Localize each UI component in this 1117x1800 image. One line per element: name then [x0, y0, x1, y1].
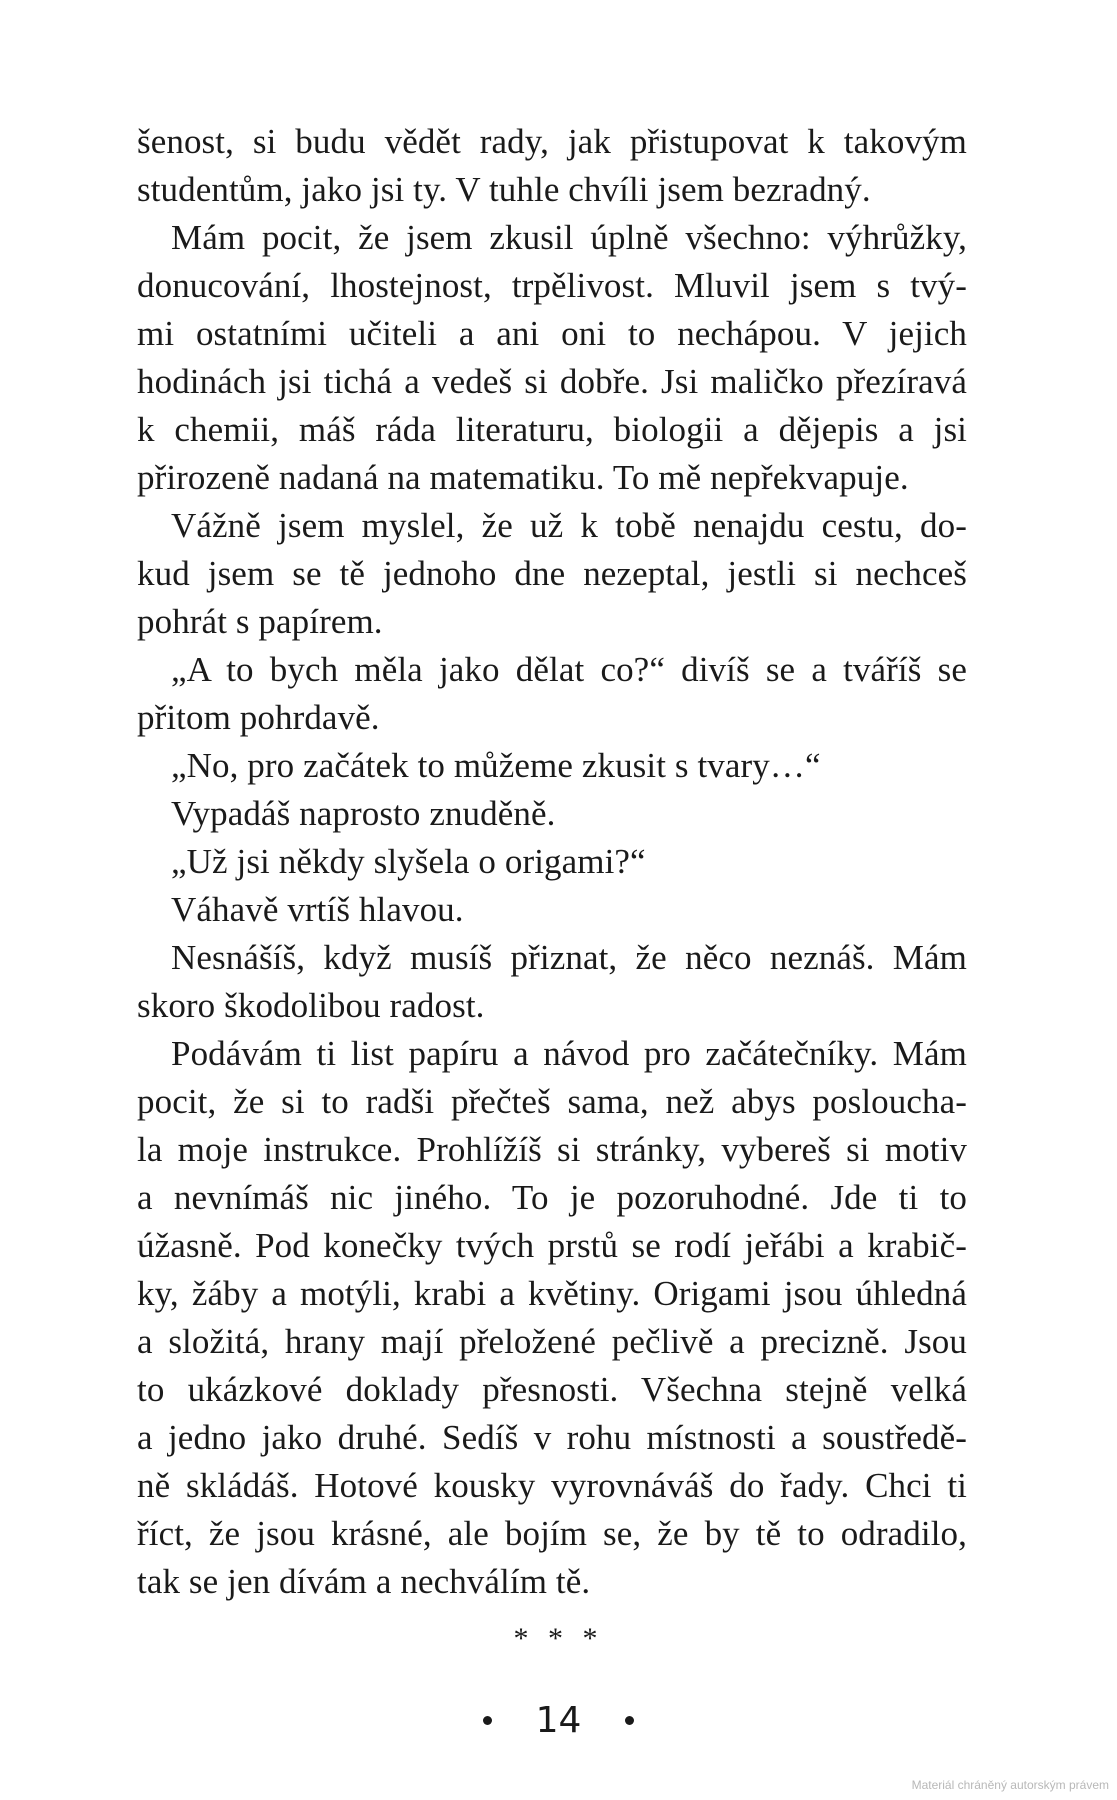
text-line: a složitá, hrany mají přeložené pečlivě a precizně. Jsou — [137, 1322, 967, 1361]
copyright-watermark: Materiál chráněný autorským právem — [911, 1778, 1109, 1792]
text-line: to ukázkové doklady přesnosti. Všechna stejně velká — [137, 1370, 967, 1409]
footer-dot-left — [483, 1716, 492, 1725]
text-line: pocit, že si to radši přečteš sama, než abys posloucha- — [137, 1082, 967, 1121]
text-line: studentům, jako jsi ty. V tuhle chvíli jsem bezradný. — [137, 170, 871, 209]
footer-dot-right — [625, 1716, 634, 1725]
text-line: úžasně. Pod konečky tvých prstů se rodí jeřábi a krabič- — [137, 1226, 967, 1265]
text-line: „Už jsi někdy slyšela o origami?“ — [171, 842, 646, 881]
text-line: Mám pocit, že jsem zkusil úplně všechno: výhrůžky, — [171, 218, 967, 257]
text-line: šenost, si budu vědět rady, jak přistupovat k takovým — [137, 122, 967, 161]
text-line: pohrát s papírem. — [137, 602, 383, 641]
text-line: ky, žáby a motýli, krabi a květiny. Origami jsou úhledná — [137, 1274, 967, 1313]
text-line: mi ostatními učiteli a ani oni to nechápou. V jejich — [137, 314, 967, 353]
text-line: Podávám ti list papíru a návod pro začátečníky. Mám — [171, 1034, 967, 1073]
text-line: Váhavě vrtíš hlavou. — [171, 890, 464, 929]
text-line: „No, pro začátek to můžeme zkusit s tvary…“ — [171, 746, 821, 785]
text-line: Nesnášíš, když musíš přiznat, že něco neznáš. Mám — [171, 938, 967, 977]
text-line: tak se jen dívám a nechválím tě. — [137, 1562, 591, 1601]
section-separator: * * * — [513, 1622, 604, 1655]
page-footer — [0, 1700, 1117, 1741]
page-body — [137, 118, 967, 1606]
text-line: a jedno jako druhé. Sedíš v rohu místnosti a soustředě- — [137, 1418, 967, 1457]
text-line: Vypadáš naprosto znuděně. — [171, 794, 556, 833]
text-line: skoro škodolibou radost. — [137, 986, 485, 1025]
text-line: a nevnímáš nic jiného. To je pozoruhodné. Jde ti to — [137, 1178, 967, 1217]
text-line: přirozeně nadaná na matematiku. To mě nepřekvapuje. — [137, 458, 909, 497]
text-line: přitom pohrdavě. — [137, 698, 380, 737]
text-line: říct, že jsou krásné, ale bojím se, že by tě to odradilo, — [137, 1514, 967, 1553]
text-line: kud jsem se tě jednoho dne nezeptal, jestli si nechceš — [137, 554, 967, 593]
text-line: k chemii, máš ráda literaturu, biologii a dějepis a jsi — [137, 410, 967, 449]
text-line: la moje instrukce. Prohlížíš si stránky, vybereš si motiv — [137, 1130, 967, 1169]
text-line: ně skládáš. Hotové kousky vyrovnáváš do řady. Chci ti — [137, 1466, 967, 1505]
text-line: „A to bych měla jako dělat co?“ divíš se a tváříš se — [171, 650, 967, 689]
text-line: hodinách jsi tichá a vedeš si dobře. Jsi maličko přezíravá — [137, 362, 967, 401]
text-line: donucování, lhostejnost, trpělivost. Mluvil jsem s tvý- — [137, 266, 967, 305]
page-number: 14 — [535, 1700, 582, 1741]
text-line: Vážně jsem myslel, že už k tobě nenajdu cestu, do- — [171, 506, 967, 545]
